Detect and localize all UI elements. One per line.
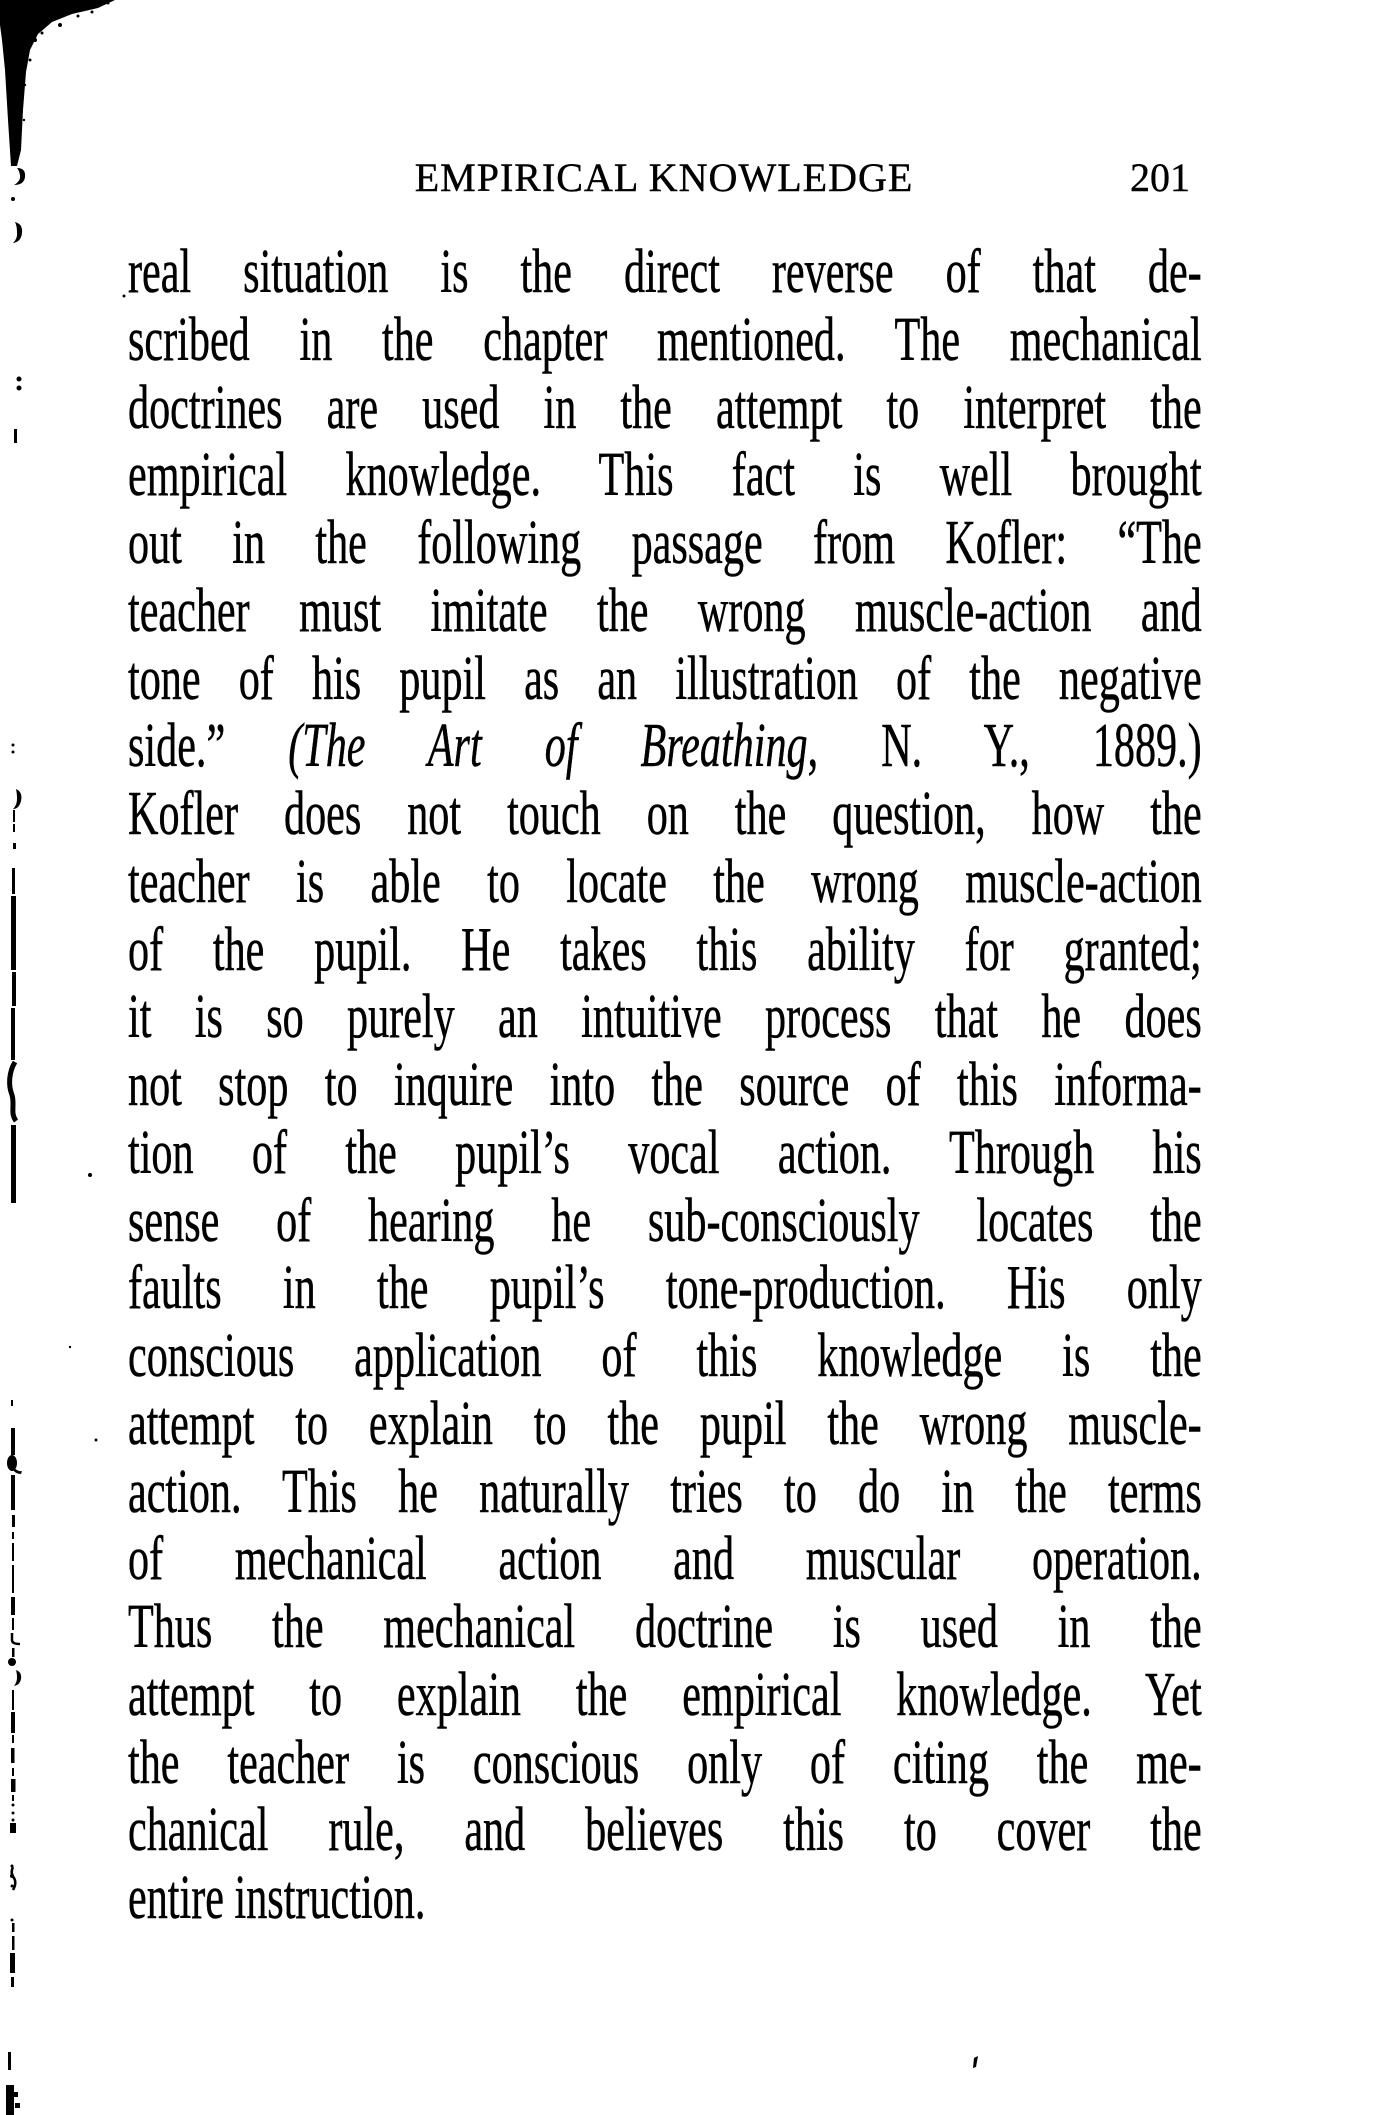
text-line bbox=[128, 1865, 1202, 1933]
text-line bbox=[128, 1120, 1202, 1188]
text-segment: teacher is able to locate the wrong muscle-action bbox=[128, 847, 1202, 916]
page-header bbox=[128, 156, 1200, 200]
running-head-title: EMPIRICAL KNOWLEDGE bbox=[414, 155, 914, 200]
text-line bbox=[128, 917, 1202, 985]
text-line bbox=[128, 1323, 1202, 1391]
text-segment: conscious application of this knowledge is the bbox=[128, 1322, 1202, 1390]
text-segment: Thus the mechanical doctrine is used in the bbox=[128, 1593, 1202, 1661]
text-segment: real situation is the direct reverse of that de- bbox=[128, 238, 1202, 306]
text-segment: doctrines are used in the attempt to interpret the bbox=[128, 373, 1202, 442]
text-segment: of mechanical action and muscular operation. bbox=[128, 1525, 1202, 1594]
text-segment: , N. Y., 1889.) bbox=[807, 712, 1202, 781]
text-segment: Kofler does not touch on the question, how the bbox=[128, 780, 1202, 848]
text-line bbox=[128, 1255, 1202, 1323]
text-line bbox=[128, 646, 1202, 714]
text-line bbox=[128, 713, 1202, 781]
text-segment: entire instruction. bbox=[128, 1864, 426, 1932]
text-segment: it is so purely an intuitive process that he does bbox=[128, 983, 1202, 1052]
text-line bbox=[128, 1052, 1202, 1120]
text-segment: faults in the pupil’s tone-production. His only bbox=[128, 1254, 1202, 1323]
text-line bbox=[128, 1459, 1202, 1527]
text-segment: action. This he naturally tries to do in the terms bbox=[128, 1457, 1202, 1526]
text-segment: chanical rule, and believes this to cover the bbox=[128, 1796, 1202, 1865]
text-line bbox=[128, 510, 1202, 578]
text-line bbox=[128, 1662, 1202, 1730]
text-segment: tion of the pupil’s vocal action. Through his bbox=[128, 1118, 1202, 1187]
text-line bbox=[128, 307, 1202, 375]
text-line bbox=[128, 984, 1202, 1052]
page-number: 201 bbox=[1130, 155, 1190, 200]
text-line bbox=[128, 849, 1202, 917]
text-segment: sense of hearing he sub-consciously locates the bbox=[128, 1186, 1202, 1255]
text-segment: attempt to explain to the pupil the wrong muscle- bbox=[128, 1389, 1202, 1458]
body-text bbox=[128, 239, 1202, 1933]
text-line bbox=[128, 442, 1202, 510]
text-line bbox=[128, 1188, 1202, 1256]
text-line bbox=[128, 1797, 1202, 1865]
italic-book-title: (The Art of Breathing bbox=[288, 712, 808, 781]
text-line bbox=[128, 1730, 1202, 1798]
text-segment: of the pupil. He takes this ability for granted; bbox=[128, 915, 1202, 984]
text-segment: not stop to inquire into the source of this informa- bbox=[128, 1051, 1202, 1119]
text-line bbox=[128, 375, 1202, 443]
text-segment: tone of his pupil as an illustration of the negative bbox=[128, 644, 1202, 713]
text-line bbox=[128, 781, 1202, 849]
text-segment: empirical knowledge. This fact is well brought bbox=[128, 441, 1202, 510]
text-line bbox=[128, 1526, 1202, 1594]
text-segment: teacher must imitate the wrong muscle-action and bbox=[128, 576, 1202, 645]
text-line bbox=[128, 578, 1202, 646]
text-segment: out in the following passage from Kofler: “The bbox=[128, 509, 1202, 577]
text-segment: side.” bbox=[128, 712, 289, 781]
text-line bbox=[128, 1594, 1202, 1662]
text-segment: scribed in the chapter mentioned. The mechanical bbox=[128, 305, 1202, 374]
text-line bbox=[128, 1391, 1202, 1459]
text-line bbox=[128, 239, 1202, 307]
text-segment: attempt to explain the empirical knowledge. Yet bbox=[128, 1660, 1202, 1729]
corner-ink-blob bbox=[0, 0, 115, 166]
text-segment: the teacher is conscious only of citing the me- bbox=[128, 1728, 1202, 1797]
